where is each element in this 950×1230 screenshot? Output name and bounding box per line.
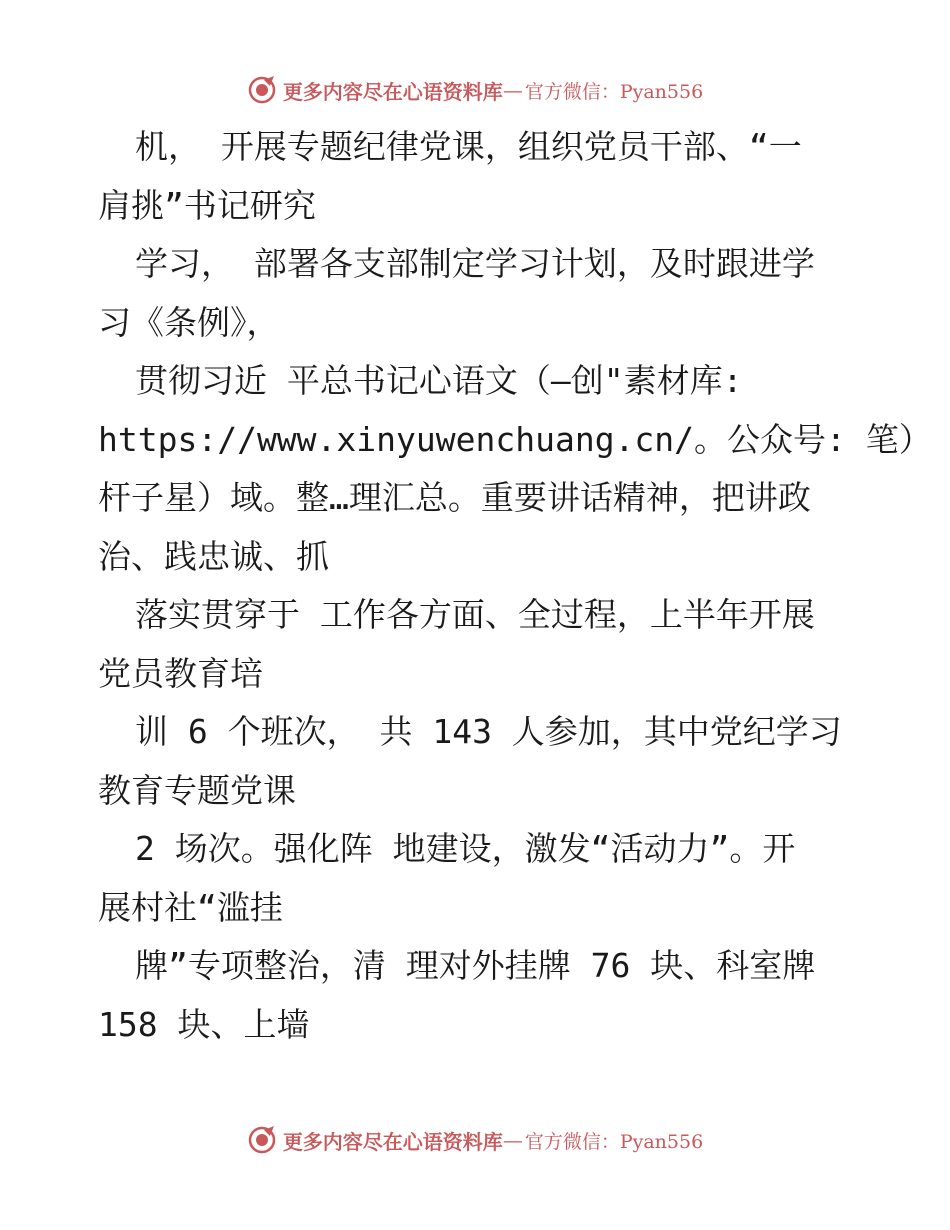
body-line: https://www.xinyuwenchuang.cn/。公众号: 笔）: [98, 419, 932, 459]
banner-separator: —: [502, 1128, 523, 1152]
seal-logo-icon: [247, 1125, 277, 1155]
document-body: [98, 118, 932, 1054]
banner-wechat-text: 官方微信：Pyan556: [524, 1130, 704, 1153]
body-line: 158 块、上墙: [98, 1004, 310, 1044]
footer-banner: [0, 1120, 950, 1160]
banner-wechat-text: 官方微信：Pyan556: [524, 80, 704, 103]
body-line: 牌”专项整治，清 理对外挂牌 76 块、科室牌: [135, 946, 816, 985]
body-line: 杆子星）域。整…理汇总。重要讲话精神，把讲政: [98, 478, 811, 517]
seal-logo-icon: [247, 75, 277, 105]
body-line: 机， 开展专题纪律党课，组织党员干部、“一: [135, 127, 802, 166]
body-line: 习《条例》，: [98, 302, 280, 342]
banner-separator: —: [502, 78, 523, 102]
body-line: 治、践忠诚、抓: [98, 536, 329, 576]
body-line: 贯彻习近 平总书记心语文（—创"素材库:: [135, 361, 743, 400]
body-line: 训 6 个班次， 共 143 人参加，其中党纪学习: [135, 712, 842, 751]
body-line: 学习， 部署各支部制定学习计划，及时跟进学: [135, 244, 815, 283]
body-line: 党员教育培: [98, 653, 263, 693]
body-line: 肩挑”书记研究: [98, 185, 316, 225]
banner-brand-text: 更多内容尽在心语资料库: [282, 79, 503, 104]
body-line: 落实贯穿于 工作各方面、全过程，上半年开展: [135, 595, 815, 634]
body-line: 2 场次。强化阵 地建设，激发“活动力”。开: [135, 829, 796, 868]
header-banner: [0, 70, 950, 110]
banner-brand-text: 更多内容尽在心语资料库: [282, 1129, 503, 1154]
body-line: 展村社“滥挂: [98, 887, 283, 927]
body-line: 教育专题党课: [98, 770, 296, 810]
